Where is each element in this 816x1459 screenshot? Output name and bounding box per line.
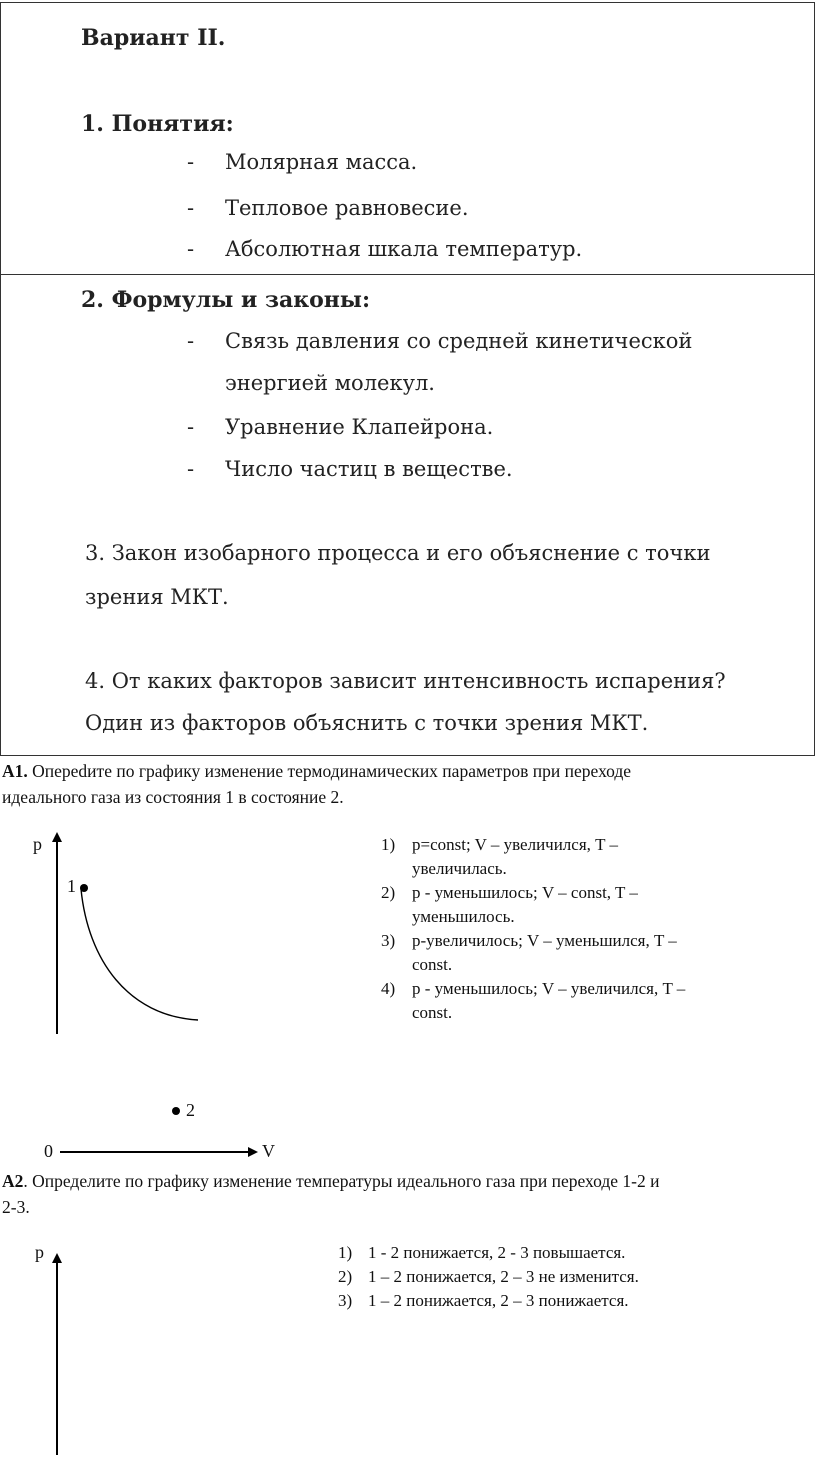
section2-heading: 2. Формулы и законы: <box>81 287 371 313</box>
a1-origin-label: 0 <box>44 1141 53 1161</box>
concept-item: Абсолютная шкала температур. <box>225 237 583 261</box>
a1-point-1 <box>80 884 88 892</box>
a1-option-3-num: 3) <box>381 931 396 950</box>
a1-option-1-num: 1) <box>381 835 396 854</box>
a1-option-2-num: 2) <box>381 883 396 902</box>
a2-option-2-text: 1 – 2 понижается, 2 – 3 не изменится. <box>368 1267 639 1286</box>
a2-option-3-num: 3) <box>338 1291 353 1310</box>
a1-question-line2: идеального газа из состояния 1 в состояние 2. <box>2 787 344 807</box>
a1-option-4-line2: const. <box>412 1003 453 1022</box>
section1-heading: 1. Понятия: <box>81 111 234 137</box>
formula-item: Число частиц в веществе. <box>225 457 513 481</box>
a1-text: Оперedите по графику изменение термодинамических параметров при переходе <box>27 761 632 781</box>
concept-item: Молярная масса. <box>225 150 418 174</box>
a2-y-label: p <box>35 1242 44 1262</box>
dash: - <box>187 196 195 220</box>
a2-option-1-num: 1) <box>338 1243 353 1262</box>
dash: - <box>187 329 195 353</box>
a1-option-2-line1: p - уменьшилось; V – const, T – <box>412 883 638 902</box>
formula-item: энергией молекул. <box>225 371 435 395</box>
a2-option-1-text: 1 - 2 понижается, 2 - 3 повышается. <box>368 1243 626 1262</box>
question-4-line2: Один из факторов объяснить с точки зрения МКТ. <box>85 711 649 735</box>
dash: - <box>187 457 195 481</box>
a1-option-1-line1: p=const; V – увеличился, T – <box>412 835 618 854</box>
question-3-line2: зрения МКТ. <box>85 585 229 609</box>
a1-point-1-label: 1 <box>67 876 76 896</box>
a1-y-label: p <box>33 834 42 854</box>
a1-point-2 <box>172 1107 180 1115</box>
dash: - <box>187 415 195 439</box>
a1-option-3-line1: p-увеличилось; V – уменьшился, T – <box>412 931 677 950</box>
a2-option-3-text: 1 – 2 понижается, 2 – 3 понижается. <box>368 1291 629 1310</box>
formula-item: Связь давления со средней кинетической <box>225 329 693 353</box>
a1-isotherm-curve <box>81 889 198 1020</box>
a1-label: А1. <box>2 761 28 781</box>
a1-x-label: V <box>262 1141 275 1161</box>
a1-option-1-line2: увеличилась. <box>412 859 507 878</box>
a1-option-4-num: 4) <box>381 979 396 998</box>
a2-text: . Определите по графику изменение температуры идеального газа при переходе 1-2 и <box>23 1171 660 1191</box>
a1-option-2-line2: уменьшилось. <box>412 907 515 926</box>
a2-question-line2: 2-3. <box>2 1197 30 1217</box>
a1-option-4-line1: p - уменьшилось; V – увеличился, T – <box>412 979 686 998</box>
question-4-line1: 4. От каких факторов зависит интенсивность испарения? <box>85 669 726 693</box>
formula-item: Уравнение Клапейрона. <box>225 415 494 439</box>
a1-point-2-label: 2 <box>186 1100 195 1120</box>
question-3-line1: 3. Закон изобарного процесса и его объяснение с точки <box>85 541 711 565</box>
dash: - <box>187 237 195 261</box>
a2-label: А2 <box>2 1171 24 1191</box>
a2-question-line1 <box>2 1170 659 1192</box>
a1-option-3-line2: const. <box>412 955 453 974</box>
dash: - <box>187 150 195 174</box>
concept-item: Тепловое равновесие. <box>225 196 469 220</box>
variant-title: Вариант II. <box>81 25 226 51</box>
a2-option-2-num: 2) <box>338 1267 353 1286</box>
